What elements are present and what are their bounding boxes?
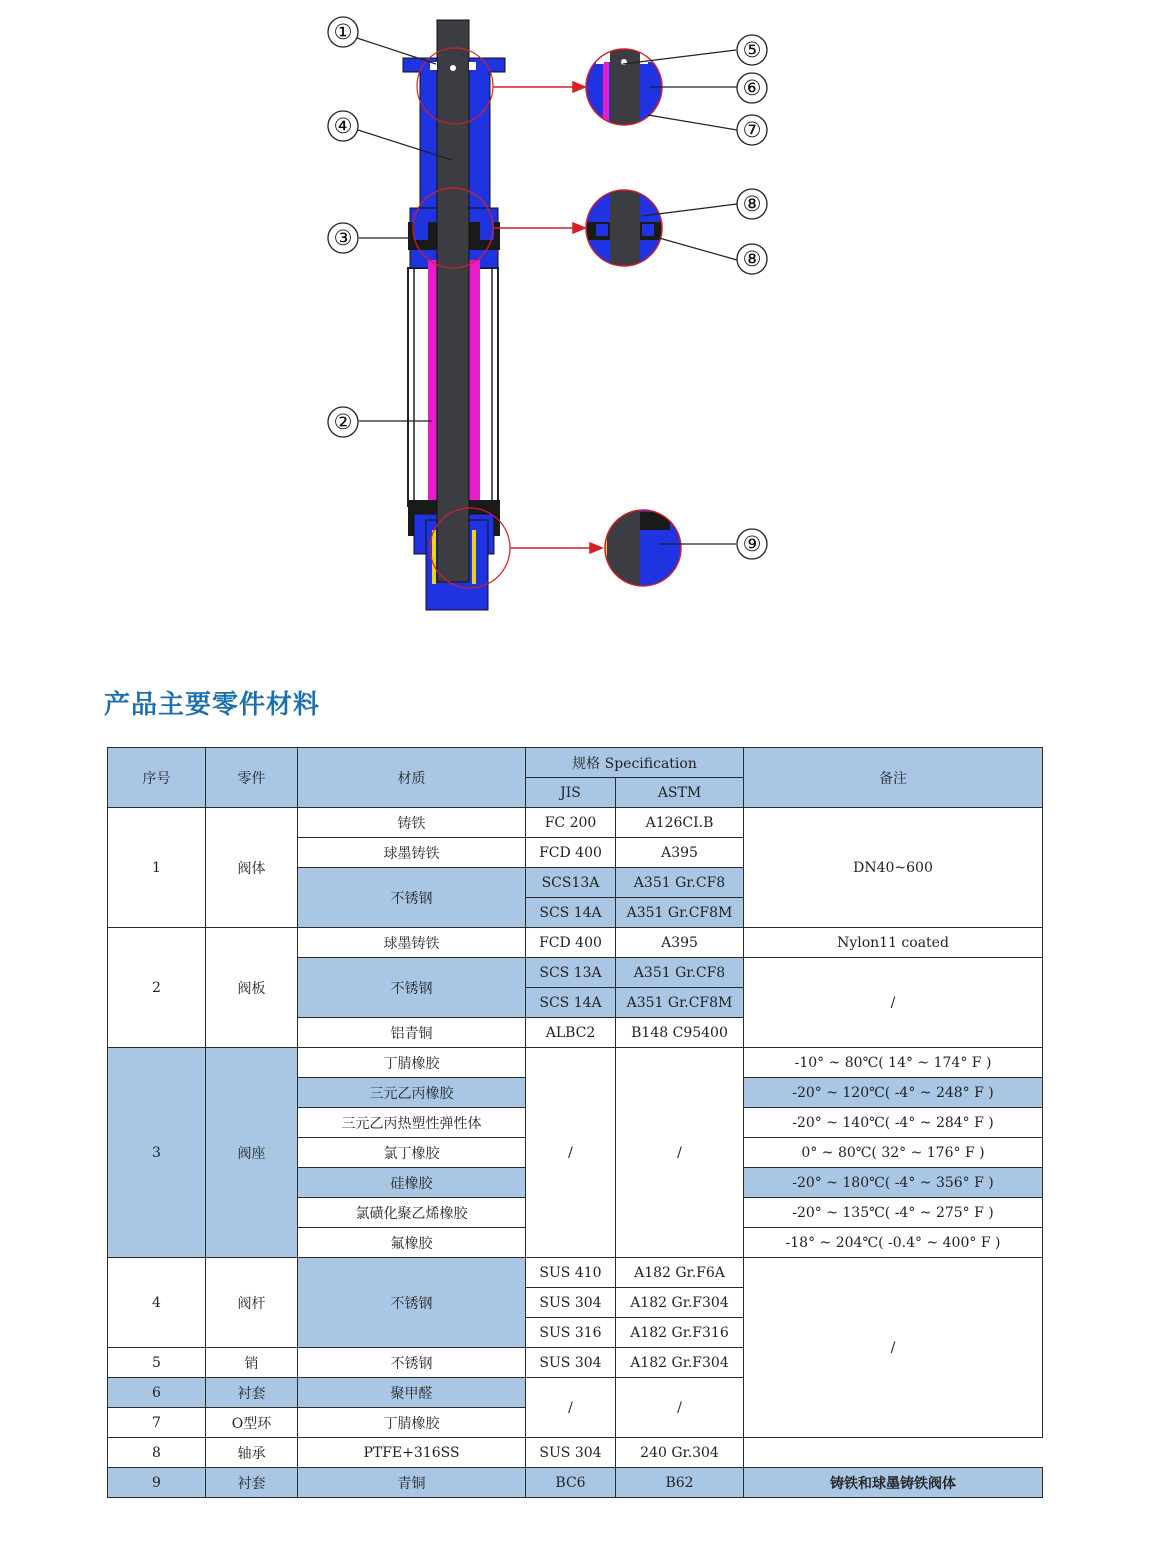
valve-body-drawing <box>403 20 505 610</box>
cell-no: 9 <box>108 1468 206 1498</box>
cell-material: 聚甲醛 <box>298 1378 526 1408</box>
cell-remark: -20° ~ 135℃( -4° ~ 275° F ) <box>744 1198 1043 1228</box>
cell-astm: A395 <box>616 928 744 958</box>
cell-jis: SCS 13A <box>526 958 616 988</box>
cell-astm: A182 Gr.F6A <box>616 1258 744 1288</box>
cell-astm: 240 Gr.304 <box>616 1438 744 1468</box>
callout-8b: ⑧ <box>742 247 762 271</box>
cell-astm: A182 Gr.F304 <box>616 1348 744 1378</box>
header-spec: 规格 Specification <box>526 748 744 778</box>
cell-no: 8 <box>108 1438 206 1468</box>
header-no: 序号 <box>108 748 206 808</box>
valve-cross-section-diagram <box>0 0 1150 640</box>
cell-jis: SCS13A <box>526 868 616 898</box>
callout-4: ④ <box>333 114 353 138</box>
header-remark: 备注 <box>744 748 1043 808</box>
cell-part: 阀板 <box>206 928 298 1048</box>
cell-astm: / <box>616 1048 744 1258</box>
callout-7: ⑦ <box>742 118 762 142</box>
cell-no: 6 <box>108 1378 206 1408</box>
section-title: 产品主要零件材料 <box>104 690 321 720</box>
cell-material: 铝青铜 <box>298 1018 526 1048</box>
cell-jis: FCD 400 <box>526 838 616 868</box>
table-row <box>108 1258 1043 1288</box>
cell-no: 4 <box>108 1258 206 1348</box>
table-header-row <box>108 748 1043 778</box>
cell-material: 铸铁 <box>298 808 526 838</box>
cell-astm: A351 Gr.CF8 <box>616 868 744 898</box>
cell-jis: BC6 <box>526 1468 616 1498</box>
callout-6: ⑥ <box>742 76 762 100</box>
cell-remark: -20° ~ 180℃( -4° ~ 356° F ) <box>744 1168 1043 1198</box>
cell-jis: SUS 304 <box>526 1348 616 1378</box>
cell-astm: A351 Gr.CF8 <box>616 958 744 988</box>
cell-material: 不锈钢 <box>298 1258 526 1348</box>
cell-part: O型环 <box>206 1408 298 1438</box>
table-row <box>108 1468 1043 1498</box>
table-row <box>108 928 1043 958</box>
table-row <box>108 808 1043 838</box>
cell-part: 销 <box>206 1348 298 1378</box>
cell-astm: A351 Gr.CF8M <box>616 898 744 928</box>
cell-part: 阀座 <box>206 1048 298 1258</box>
table-row <box>108 1048 1043 1078</box>
cell-material: 氟橡胶 <box>298 1228 526 1258</box>
callout-3: ③ <box>333 226 353 250</box>
callout-9: ⑨ <box>742 532 762 556</box>
materials-table <box>107 747 1043 1498</box>
cell-astm: / <box>616 1378 744 1438</box>
cell-material: 不锈钢 <box>298 868 526 928</box>
cell-astm: B62 <box>616 1468 744 1498</box>
cell-material: 氯磺化聚乙烯橡胶 <box>298 1198 526 1228</box>
callout-1: ① <box>333 20 353 44</box>
detail-arrows <box>493 82 602 553</box>
cell-jis: / <box>526 1378 616 1438</box>
cell-material: 丁腈橡胶 <box>298 1048 526 1078</box>
cell-material: 三元乙丙橡胶 <box>298 1078 526 1108</box>
cell-material: 不锈钢 <box>298 958 526 1018</box>
header-astm: ASTM <box>616 778 744 808</box>
cell-jis: SUS 316 <box>526 1318 616 1348</box>
cell-jis: ALBC2 <box>526 1018 616 1048</box>
detail-zoom-mid <box>586 190 662 266</box>
header-material: 材质 <box>298 748 526 808</box>
cell-material: 球墨铸铁 <box>298 838 526 868</box>
cell-astm: A182 Gr.F304 <box>616 1288 744 1318</box>
cell-remark: / <box>744 1258 1043 1438</box>
cell-part: 衬套 <box>206 1378 298 1408</box>
cell-part: 轴承 <box>206 1438 298 1468</box>
cell-astm: A351 Gr.CF8M <box>616 988 744 1018</box>
cell-material: 青铜 <box>298 1468 526 1498</box>
cell-remark: -20° ~ 140℃( -4° ~ 284° F ) <box>744 1108 1043 1138</box>
cell-no: 2 <box>108 928 206 1048</box>
cell-astm: A126CI.B <box>616 808 744 838</box>
cell-material: 三元乙丙热塑性弹性体 <box>298 1108 526 1138</box>
cell-jis: FC 200 <box>526 808 616 838</box>
cell-remark: -20° ~ 120℃( -4° ~ 248° F ) <box>744 1078 1043 1108</box>
cell-remark: 铸铁和球墨铸铁阀体 <box>744 1468 1043 1498</box>
cell-remark: Nylon11 coated <box>744 928 1043 958</box>
cell-remark: -10° ~ 80℃( 14° ~ 174° F ) <box>744 1048 1043 1078</box>
cell-remark: / <box>744 958 1043 1048</box>
cell-astm: B148 C95400 <box>616 1018 744 1048</box>
cell-jis: FCD 400 <box>526 928 616 958</box>
cell-jis: SUS 410 <box>526 1258 616 1288</box>
cell-part: 阀体 <box>206 808 298 928</box>
table-row <box>108 1438 1043 1468</box>
callout-8a: ⑧ <box>742 192 762 216</box>
callout-labels <box>328 17 767 559</box>
cell-material: 氯丁橡胶 <box>298 1138 526 1168</box>
cell-remark: -18° ~ 204℃( -0.4° ~ 400° F ) <box>744 1228 1043 1258</box>
cell-no: 7 <box>108 1408 206 1438</box>
cell-material: PTFE+316SS <box>298 1438 526 1468</box>
detail-zoom-bottom <box>603 510 681 586</box>
cell-material: 硅橡胶 <box>298 1168 526 1198</box>
cell-jis: SUS 304 <box>526 1288 616 1318</box>
cell-no: 5 <box>108 1348 206 1378</box>
cell-part: 衬套 <box>206 1468 298 1498</box>
cell-part: 阀杆 <box>206 1258 298 1348</box>
cell-material: 球墨铸铁 <box>298 928 526 958</box>
cell-remark: DN40~600 <box>744 808 1043 928</box>
callout-2: ② <box>333 410 353 434</box>
cell-jis: / <box>526 1048 616 1258</box>
cell-no: 1 <box>108 808 206 928</box>
header-part: 零件 <box>206 748 298 808</box>
cell-no: 3 <box>108 1048 206 1258</box>
cell-jis: SUS 304 <box>526 1438 616 1468</box>
header-jis: JIS <box>526 778 616 808</box>
cell-jis: SCS 14A <box>526 898 616 928</box>
cell-material: 不锈钢 <box>298 1348 526 1378</box>
cell-jis: SCS 14A <box>526 988 616 1018</box>
cell-astm: A182 Gr.F316 <box>616 1318 744 1348</box>
cell-remark: 0° ~ 80℃( 32° ~ 176° F ) <box>744 1138 1043 1168</box>
cell-material: 丁腈橡胶 <box>298 1408 526 1438</box>
cell-astm: A395 <box>616 838 744 868</box>
callout-5: ⑤ <box>742 38 762 62</box>
